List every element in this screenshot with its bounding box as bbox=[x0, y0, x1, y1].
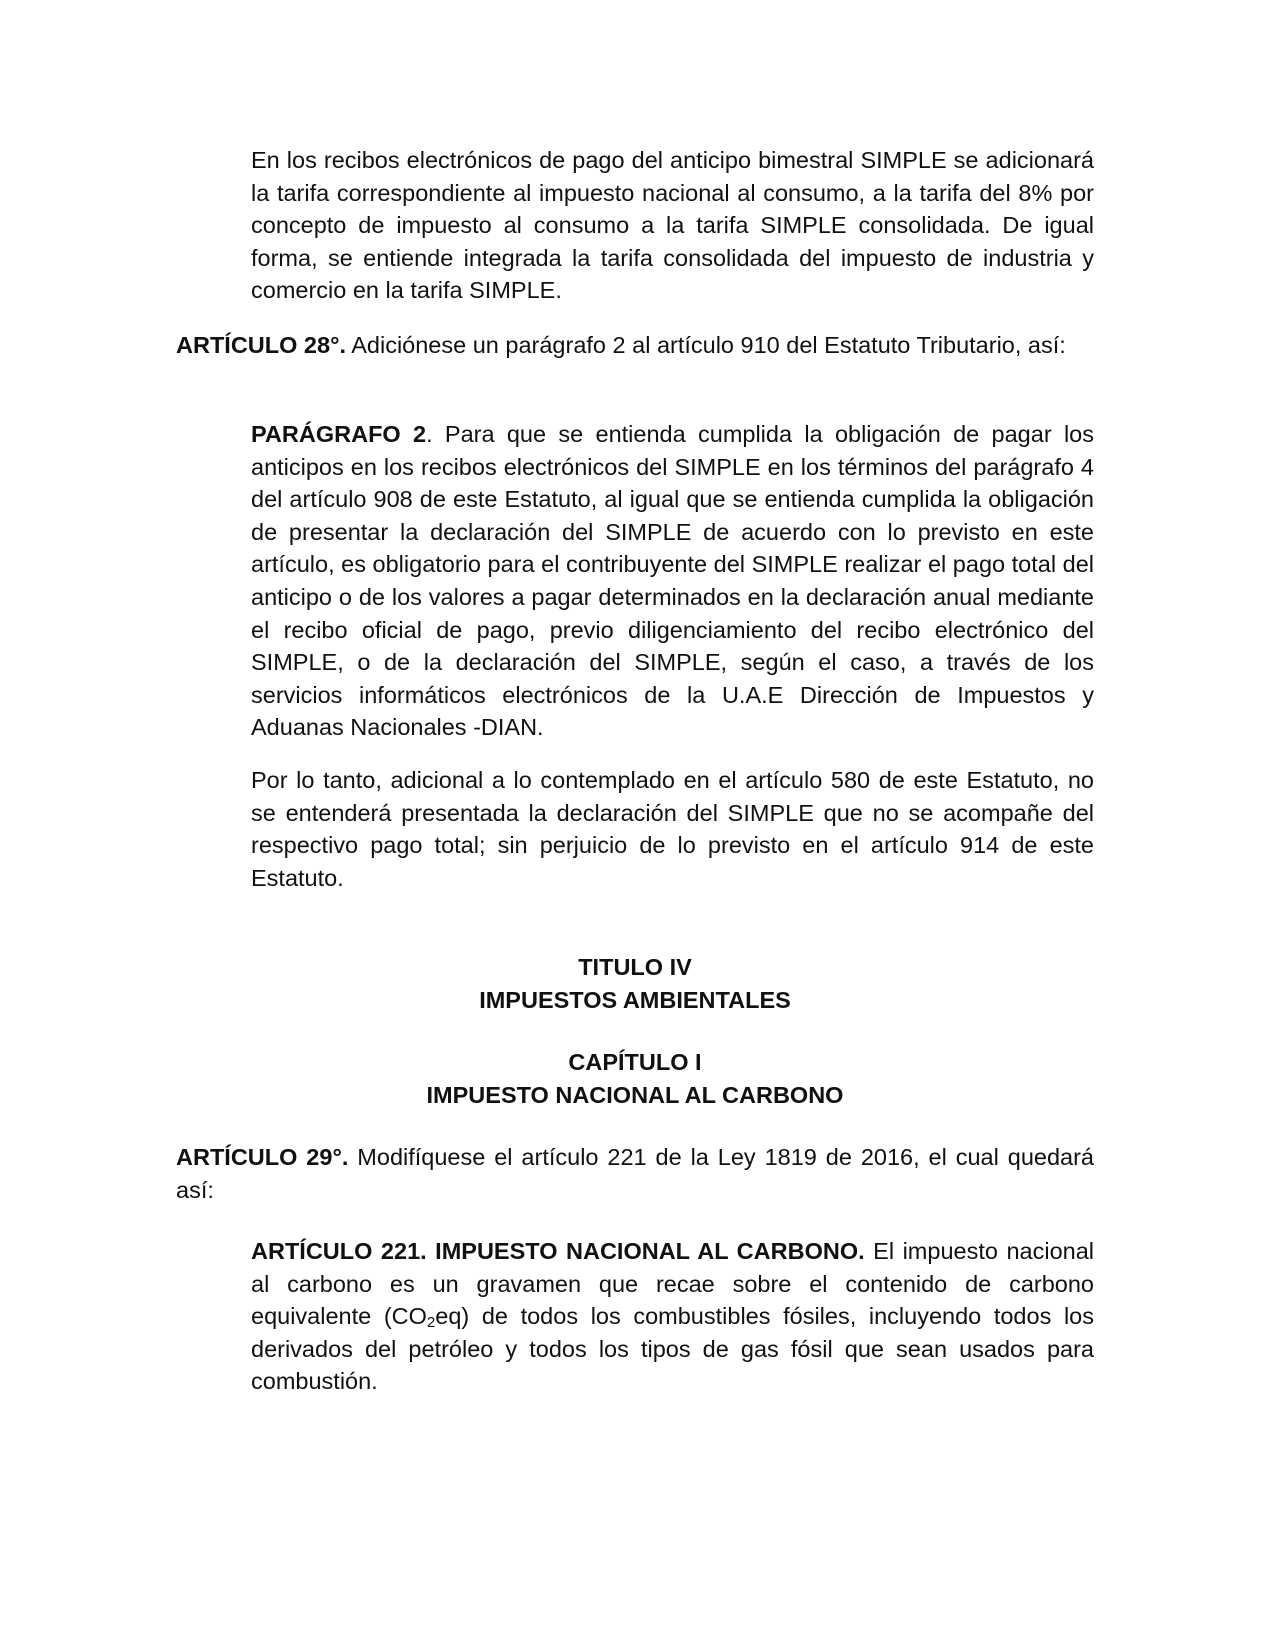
paragrafo-2-text: . Para que se entienda cumplida la obligación de pagar los anticipos en los recibos electrónicos del SIMPLE en los términos del parágrafo 4 del artículo 908 de este Estatuto, al igual que se entienda cumplida la obligación de presentar la declaración del SIMPLE de acuerdo con lo previsto en este artículo, es obligatorio para el contribuyente del SIMPLE realizar el pago total del anticipo o de los valores a pagar determinados en la declaración anual mediante el recibo oficial de pago, previo diligenciamiento del recibo electrónico del SIMPLE, o de la declaración del SIMPLE, según el caso, a través de los servicios informáticos electrónicos de la U.A.E Dirección de Impuestos y Aduanas Nacionales -DIAN. bbox=[251, 421, 1094, 741]
capitulo-line-2: IMPUESTO NACIONAL AL CARBONO bbox=[426, 1081, 844, 1108]
paragraph-recibos-text: En los recibos electrónicos de pago del anticipo bimestral SIMPLE se adicionará la tarifa correspondiente al impuesto nacional al consumo, a la tarifa del 8% por concepto de impuesto al consumo a la tarifa SIMPLE consolidada. De igual forma, se entiende integrada la tarifa consolidada del impuesto de industria y comercio en la tarifa SIMPLE. bbox=[251, 147, 1094, 304]
capitulo-heading bbox=[176, 1046, 1094, 1111]
articulo-221-subscript: 2 bbox=[426, 1314, 436, 1332]
articulo-29-label: ARTÍCULO 29°. bbox=[176, 1144, 349, 1170]
titulo-heading bbox=[176, 951, 1094, 1016]
articulo-221-text-after: eq) de todos los combustibles fósiles, incluyendo todos los derivados del petróleo y todos los tipos de gas fósil que sean usados para combustión. bbox=[251, 1303, 1094, 1395]
paragraph-por-lo-tanto-text: Por lo tanto, adicional a lo contemplado en el artículo 580 de este Estatuto, no se entenderá presentada la declaración del SIMPLE que no se acompañe del respectivo pago total; sin perjuicio de lo previsto en el artículo 914 de este Estatuto. bbox=[251, 767, 1094, 891]
capitulo-line-1: CAPÍTULO I bbox=[568, 1049, 702, 1075]
paragraph-recibos-electronicos bbox=[251, 144, 1094, 307]
paragraph-por-lo-tanto bbox=[251, 764, 1094, 894]
titulo-line-1: TITULO IV bbox=[578, 954, 692, 980]
articulo-221 bbox=[251, 1235, 1094, 1398]
articulo-29 bbox=[176, 1141, 1094, 1206]
articulo-28 bbox=[176, 329, 1094, 362]
articulo-28-label: ARTÍCULO 28°. bbox=[176, 332, 346, 358]
paragrafo-2 bbox=[251, 418, 1094, 744]
articulo-221-text-before: El impuesto nacional al carbono es un gravamen que recae sobre el contenido de carbono equivalente (CO bbox=[251, 1238, 1094, 1330]
articulo-29-text: Modifíquese el artículo 221 de la Ley 1819 de 2016, el cual quedará así: bbox=[176, 1144, 1095, 1203]
articulo-28-text: Adiciónese un parágrafo 2 al artículo 910 del Estatuto Tributario, así: bbox=[346, 332, 1066, 358]
titulo-line-2: IMPUESTOS AMBIENTALES bbox=[479, 986, 791, 1013]
paragrafo-2-label: PARÁGRAFO 2 bbox=[251, 421, 427, 447]
articulo-221-label: ARTÍCULO 221. IMPUESTO NACIONAL AL CARBONO. bbox=[251, 1238, 865, 1264]
